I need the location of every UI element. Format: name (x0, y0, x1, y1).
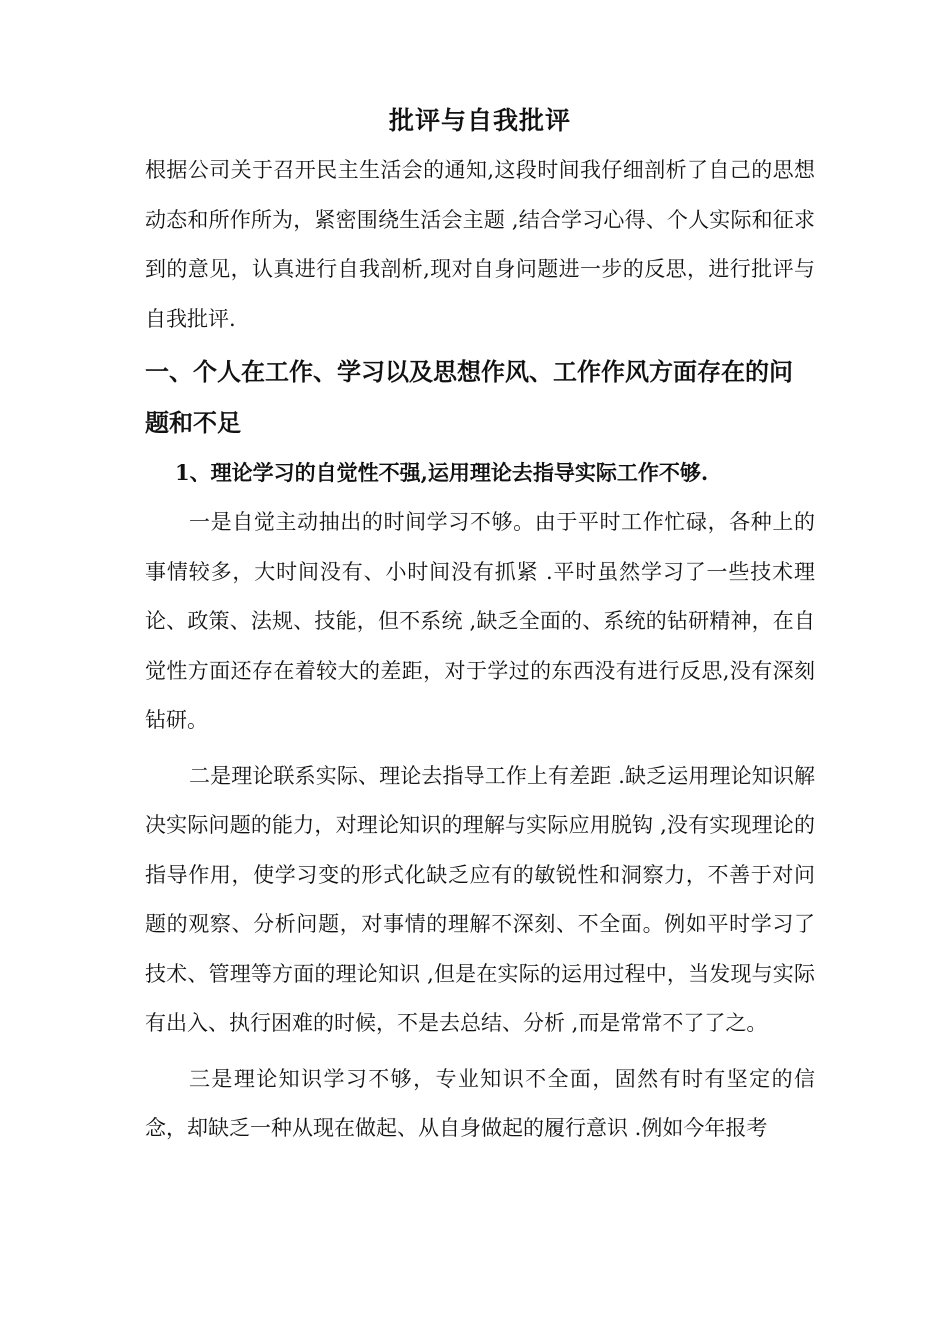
subsection-heading-1: 1、理论学习的自觉性不强,运用理论去指导实际工作不够. (175, 460, 709, 485)
intro-paragraph: 根据公司关于召开民主生活会的通知,这段时间我仔细剖析了自己的思想动态和所作所为，紧密围绕生活会主题 ,结合学习心得、个人实际和征求到的意见，认真进行自我剖析,现对自身问题进一步的反思，进行批评与自我批评. (145, 158, 815, 331)
document-page (145, 96, 815, 1154)
body-paragraph-2: 二是理论联系实际、理论去指导工作上有差距 .缺乏运用理论知识解决实际问题的能力，对理论知识的理解与实际应用脱钩 ,没有实现理论的指导作用，使学习变的形式化缺乏应有的敏锐性和洞察力，不善于对问题的观察、分析问题，对事情的理解不深刻、不全面。例如平时学习了技术、管理等方面的理论知识 ,但是在实际的运用过程中，当发现与实际有出入、执行困难的时候，不是去总结、分析 ,而是常常不了了之。 (145, 763, 815, 1035)
body-paragraph-3: 三是理论知识学习不够，专业知识不全面，固然有时有坚定的信念，却缺乏一种从现在做起、从自身做起的履行意识 .例如今年报考 (145, 1066, 815, 1140)
body-paragraph-1: 一是自觉主动抽出的时间学习不够。由于平时工作忙碌，各种上的事情较多，大时间没有、小时间没有抓紧 .平时虽然学习了一些技术理论、政策、法规、技能，但不系统 ,缺乏全面的、系统的钻研精神，在自觉性方面还存在着较大的差距，对于学过的东西没有进行反思,没有深刻钻研。 (145, 510, 815, 732)
section-heading-1: 一、个人在工作、学习以及思想作风、工作作风方面存在的问题和不足 (145, 357, 793, 437)
document-title: 批评与自我批评 (388, 106, 571, 135)
